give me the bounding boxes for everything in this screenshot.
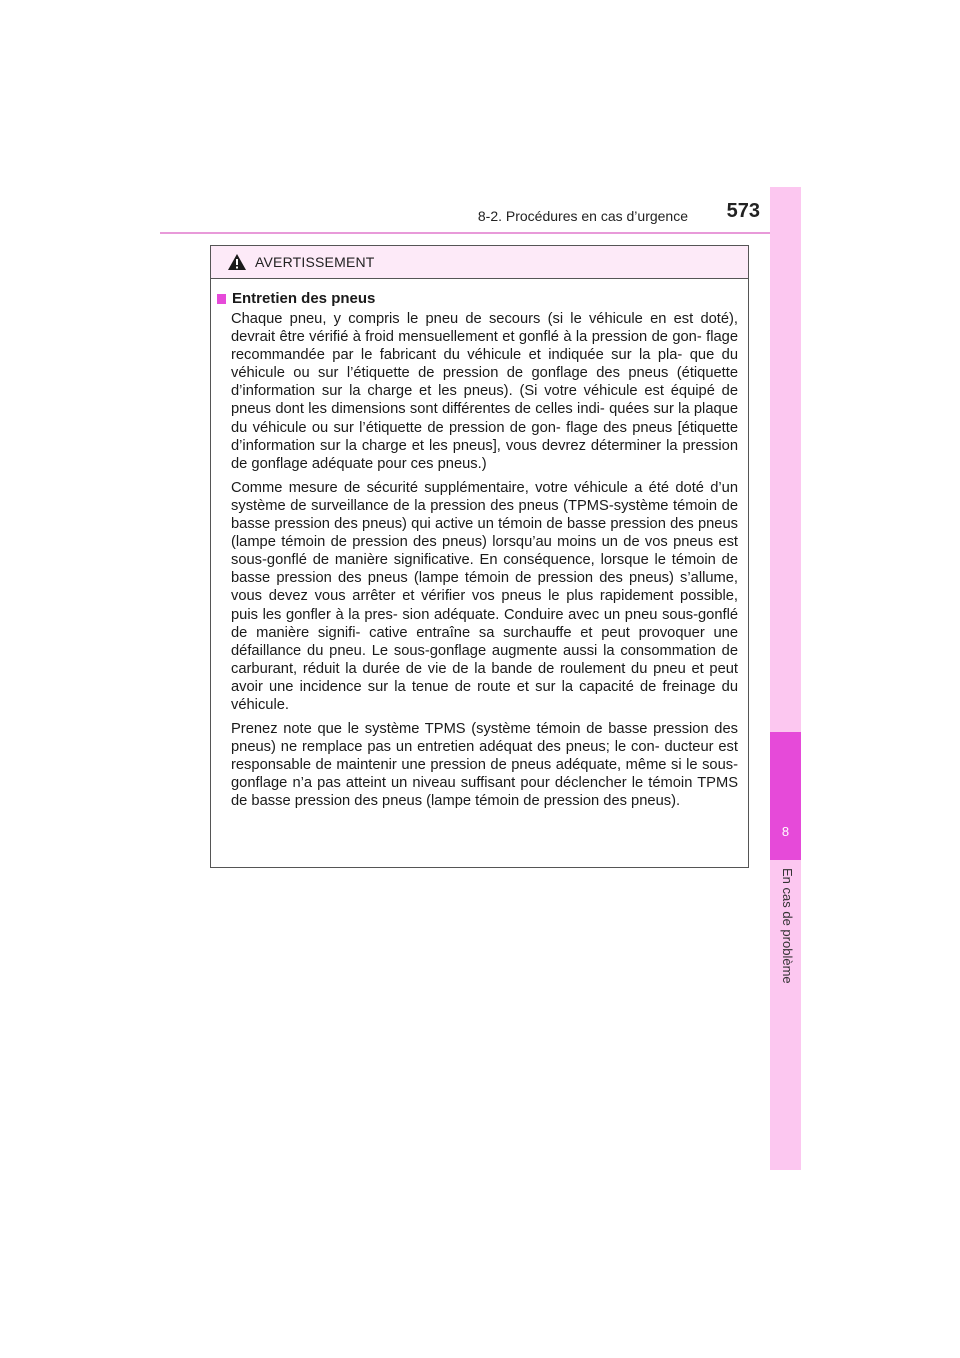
chapter-number: 8 <box>781 824 790 839</box>
paragraph: Prenez note que le système TPMS (système témoin de basse pression des pneus) ne remplace pas un entretien adéquat des pneus; le con- ducteur est responsable de maintenir une pression de pneus adéquate, même si le sous-gonflage n’a pas atteint un niveau suffisant pour déclencher le témoin TPMS de basse pression des pneus (lampe témoin de pression des pneus). <box>231 721 738 810</box>
chapter-side-tab <box>770 187 801 1170</box>
section-title: 8-2. Procédures en cas d’urgence <box>477 208 688 224</box>
warning-triangle-icon <box>227 253 247 271</box>
paragraph: Comme mesure de sécurité supplémentaire, votre véhicule a été doté d’un système de surveillance de la pression des pneus (TPMS-système témoin de basse pression des pneus) qui active un témoin de basse pression des pneus (lampe témoin de pression des pneus) lorsqu’au moins un de vos pneus est sous-gonflé de manière significative. En conséquence, lorsque le témoin de basse pression des pneus (lampe témoin de pression des pneus) s’allume, vous devez vous arrêter et vérifier vos pneus le plus rapidement possible, puis les gonfler à la pres- sion adéquate. Conduire avec un pneu sous-gonflé de manière signifi- cative entraîne sa surchauffe et peut provoquer une défaillance du pneu. Le sous-gonflage augmente aussi la consommation de carburant, réduit la durée de vie de la bande de roulement du pneu et peut avoir une incidence sur la tenue de route et sur la capacité de freinage du véhicule. <box>231 479 738 713</box>
item-heading <box>217 289 738 308</box>
warning-label: AVERTISSEMENT <box>255 254 375 270</box>
item-title: Entretien des pneus <box>232 290 376 307</box>
chapter-tab-marker <box>770 732 801 860</box>
page-number: 573 <box>726 200 760 222</box>
square-bullet-icon <box>217 294 226 304</box>
chapter-title: En cas de problème <box>780 868 795 984</box>
warning-box <box>210 245 749 868</box>
warning-body <box>211 279 748 811</box>
warning-header <box>211 246 748 279</box>
header-divider <box>160 232 800 234</box>
paragraph: Chaque pneu, y compris le pneu de secours (si le véhicule en est doté), devrait être vérifié à froid mensuellement et gonflé à la pression de gon- flage recommandée par le fabricant du véhicule et indiquée sur la pla- que du véhicule ou sur l’étiquette de pression de gonflage des pneus (étiquette d’information sur la charge et les pneus). (Si votre véhicule est équipé de pneus dont les dimensions sont différentes de celles indi- quées sur la plaque du véhicule ou sur l’étiquette de pression de gon- flage des pneus [étiquette d’information sur la charge et les pneus], vous devrez déterminer la pression de gonflage adéquate pour ces pneus.) <box>231 311 738 472</box>
